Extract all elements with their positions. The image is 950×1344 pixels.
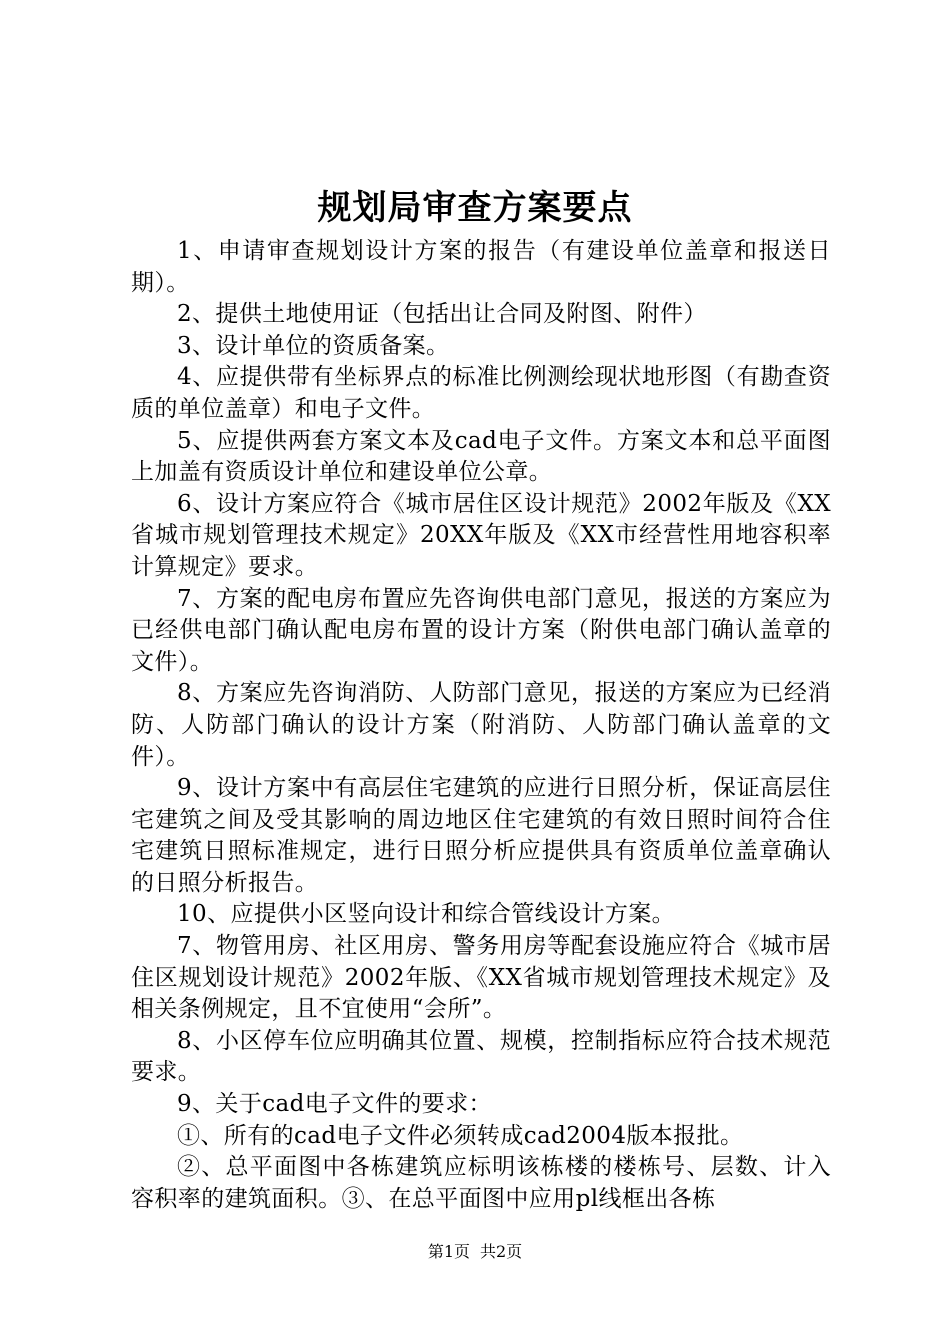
paragraph-3: 3、设计单位的资质备案。 xyxy=(177,332,450,359)
page-number: 第1页 xyxy=(427,1242,470,1261)
page-footer xyxy=(0,1240,950,1264)
paragraph-5: 5、应提供两套方案文本及cad电子文件。方案文本和总平面图上加盖有资质设计单位和建设单位公章。 xyxy=(131,427,831,486)
paragraph-11: 7、物管用房、社区用房、警务用房等配套设施应符合《城市居住区规划设计规范》2002年版、《XX省城市规划管理技术规定》及相关条例规定，且不宜使用“会所”。 xyxy=(131,933,831,1023)
paragraph-2: 2、提供土地使用证（包括出让合同及附图、附件） xyxy=(177,301,707,328)
paragraph-10: 10、应提供小区竖向设计和综合管线设计方案。 xyxy=(177,901,676,928)
paragraph-1: 1、申请审查规划设计方案的报告（有建设单位盖章和报送日期）。 xyxy=(131,238,831,296)
document-body xyxy=(131,236,831,1215)
paragraph-13: 9、关于cad电子文件的要求： xyxy=(177,1091,492,1118)
paragraph-8: 8、方案应先咨询消防、人防部门意见，报送的方案应为已经消防、人防部门确认的设计方案（附消防、人防部门确认盖章的文件）。 xyxy=(131,680,831,770)
paragraph-12: 8、小区停车位应明确其位置、规模，控制指标应符合技术规范要求。 xyxy=(131,1027,831,1086)
paragraph-15: ②、总平面图中各栋建筑应标明该栋楼的楼栋号、层数、计入容积率的建筑面积。③、在总平面图中应用pl线框出各栋 xyxy=(131,1154,831,1212)
paragraph-6: 6、设计方案应符合《城市居住区设计规范》2002年版及《XX省城市规划管理技术规定》20XX年版及《XX市经营性用地容积率计算规定》要求。 xyxy=(131,490,831,580)
paragraph-7: 7、方案的配电房布置应先咨询供电部门意见，报送的方案应为已经供电部门确认配电房布置的设计方案（附供电部门确认盖章的文件）。 xyxy=(131,585,831,675)
paragraph-4: 4、应提供带有坐标界点的标准比例测绘现状地形图（有勘查资质的单位盖章）和电子文件。 xyxy=(131,364,831,422)
document-title: 规划局审查方案要点 xyxy=(317,188,633,228)
paragraph-14: ①、所有的cad电子文件必须转成cad2004版本报批。 xyxy=(177,1122,744,1149)
page-total: 共2页 xyxy=(480,1242,523,1261)
paragraph-9: 9、设计方案中有高层住宅建筑的应进行日照分析，保证高层住宅建筑之间及受其影响的周边地区住宅建筑的有效日照时间符合住宅建筑日照标准规定，进行日照分析应提供具有资质单位盖章确认的日照分析报告。 xyxy=(131,775,831,896)
